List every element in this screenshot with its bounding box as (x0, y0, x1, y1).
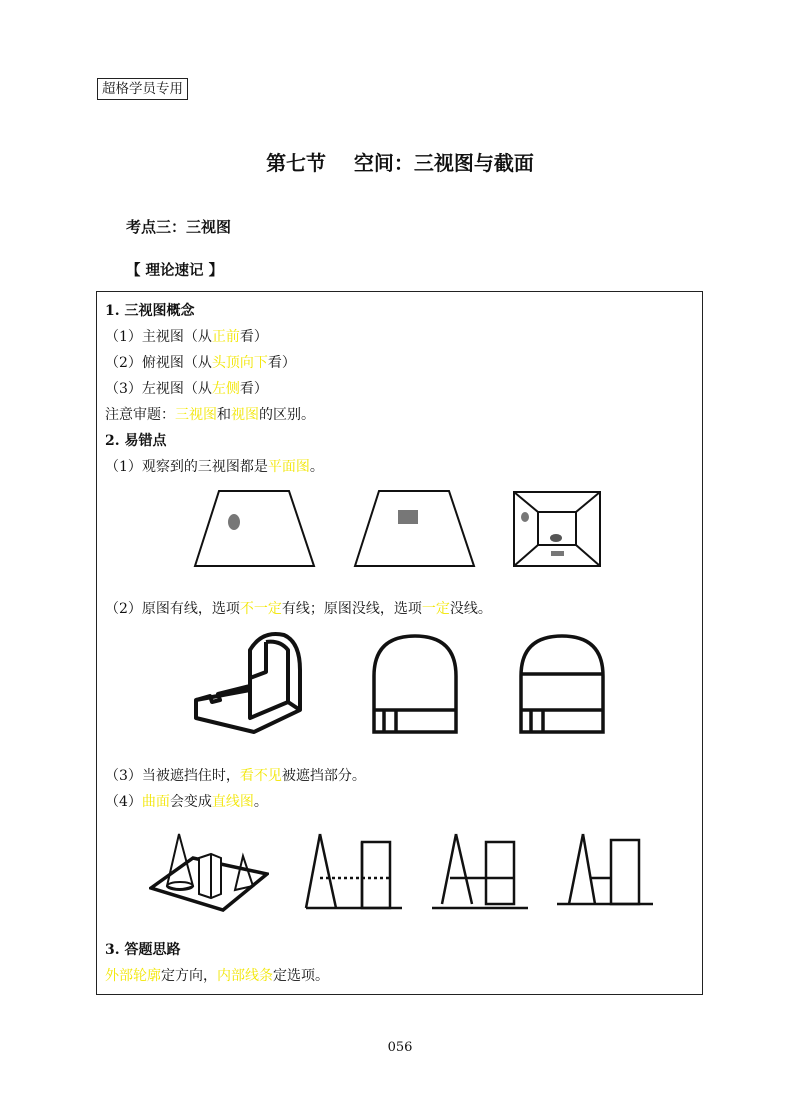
highlight: 曲面 (141, 794, 170, 810)
s1-item-1 (105, 327, 268, 347)
text: 和 (217, 407, 231, 423)
s1-item-2 (105, 353, 296, 373)
highlight: 左侧 (211, 381, 240, 397)
cone-prism-3d-figure (149, 830, 269, 912)
highlight: 视图 (231, 407, 259, 423)
highlight: 看不见 (239, 768, 282, 784)
highlight: 直线图 (211, 794, 254, 810)
text: （4） (105, 794, 142, 810)
text: （2）俯视图（从 (105, 355, 212, 371)
trapezoid-rect-view-figure (352, 488, 477, 570)
cone-prism-view-c-figure (555, 830, 655, 912)
text: 的区别。 (259, 407, 315, 423)
highlight: 三视图 (175, 407, 217, 423)
arch-view-a-figure (370, 632, 460, 736)
highlight: 内部线条 (217, 968, 273, 984)
s2-item-2 (105, 599, 492, 619)
topic-subheading: 考点三：三视图 (126, 218, 232, 236)
highlight: 不一定 (239, 601, 282, 617)
highlight: 一定 (421, 601, 450, 617)
cone-prism-view-a-figure (304, 830, 404, 912)
text: （3）当被遮挡住时， (105, 768, 240, 784)
s2-heading: 2. 易错点 (105, 433, 167, 449)
section-title: 第七节 空间：三视图与截面 (266, 151, 534, 175)
s1-note (105, 405, 315, 425)
text: 。 (253, 794, 268, 810)
text: 定方向， (161, 968, 217, 984)
text: （1）主视图（从 (105, 329, 212, 345)
text: 定选项。 (273, 968, 329, 984)
page-number: 056 (387, 1040, 413, 1055)
frustum-top-view-figure (512, 490, 602, 568)
text: （2）原图有线，选项 (105, 601, 240, 617)
student-only-badge: 超格学员专用 (97, 78, 188, 100)
s3-heading: 3. 答题思路 (105, 942, 181, 958)
text: 有线；原图没线，选项 (281, 601, 422, 617)
s3-text (105, 966, 329, 986)
text: 被遮挡部分。 (281, 768, 366, 784)
text: 看） (267, 355, 296, 371)
text: 没线。 (449, 601, 492, 617)
s2-item-1 (105, 457, 324, 477)
text: 。 (309, 459, 324, 475)
s1-item-3 (105, 379, 268, 399)
text: （1）观察到的三视图都是 (105, 459, 268, 475)
s1-heading: 1. 三视图概念 (105, 303, 195, 319)
text: 注意审题： (105, 407, 175, 423)
highlight: 外部轮廓 (105, 968, 161, 984)
s2-item-4 (105, 792, 268, 812)
text: （3）左视图（从 (105, 381, 212, 397)
text: 看） (239, 329, 268, 345)
theory-box (96, 291, 703, 995)
highlight: 平面图 (267, 459, 310, 475)
cone-prism-view-b-figure (430, 830, 530, 912)
arch-view-b-figure (517, 632, 607, 736)
highlight: 头顶向下 (211, 355, 268, 371)
text: 会变成 (169, 794, 212, 810)
highlight: 正前 (211, 329, 240, 345)
arch-solid-3d-figure (190, 628, 305, 736)
theory-label: 【 理论速记 】 (126, 262, 224, 279)
trapezoid-front-view-figure (192, 488, 317, 570)
text: 看） (239, 381, 268, 397)
s2-item-3 (105, 766, 366, 786)
